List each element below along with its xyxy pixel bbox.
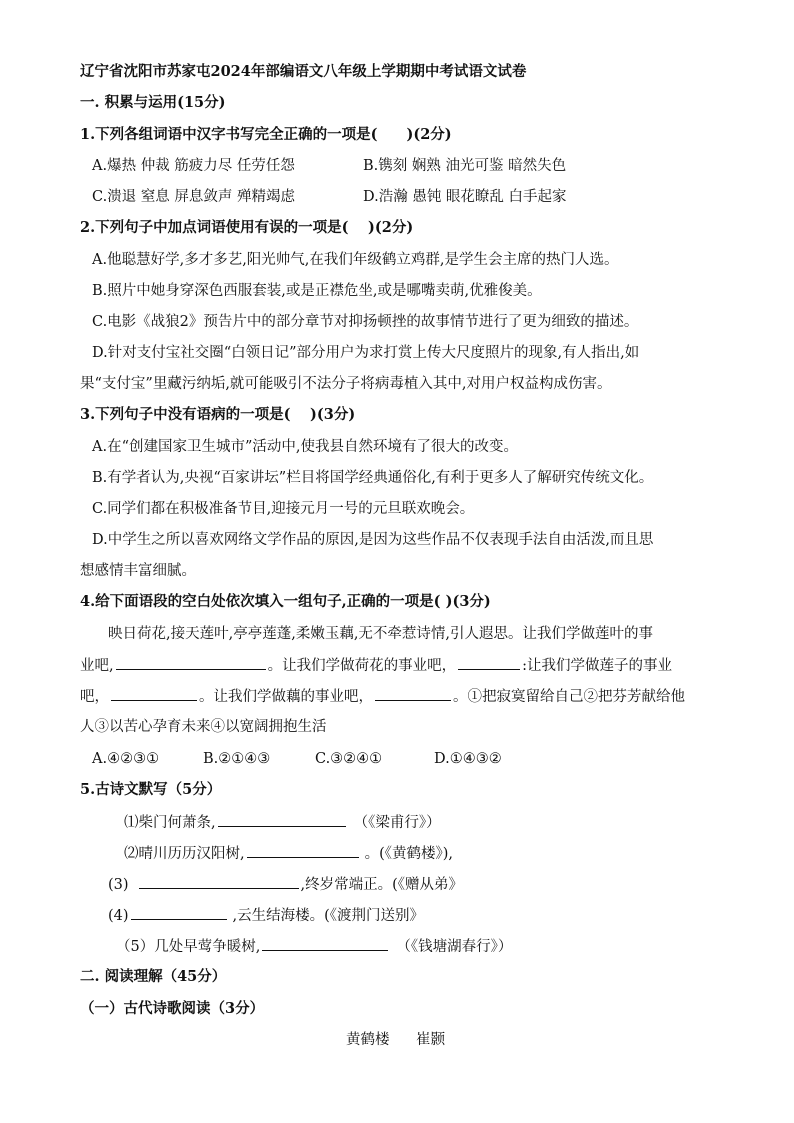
q1-option-d: D.浩瀚 愚钝 眼花瞭乱 白手起家 [363, 189, 567, 205]
q4-stem: 4.给下面语段的空白处依次填入一组句子,正确的一项是( )(3分) [80, 593, 491, 610]
q4-passage-text: 。①把寂寞留给自己②把芬芳献给他 [453, 689, 685, 705]
exam-title: 辽宁省沈阳市苏家屯2024年部编语文八年级上学期期中考试语文试卷 [80, 63, 527, 80]
q1-option-b: B.镌刻 娴熟 油光可鉴 暗然失色 [363, 158, 567, 174]
q5-line-5 [116, 936, 512, 957]
q4-option-d: D.①④③② [434, 751, 502, 767]
q2-option-a: A.他聪慧好学,多才多艺,阳光帅气,在我们年级鹤立鸡群,是学生会主席的热门人选。 [92, 252, 619, 268]
q5-stem: 5.古诗文默写（5分） [80, 781, 222, 798]
q4-passage-text: 吧， [80, 689, 109, 705]
q4-blank-4[interactable] [375, 686, 451, 701]
q5-blank-2[interactable] [247, 843, 359, 858]
q5-text: ⑴柴门何萧条, [124, 815, 216, 831]
q2-option-d-line1: D.针对支付宝社交圈“白领日记”部分用户为求打赏上传大尺度照片的现象,有人指出,如 [92, 345, 640, 361]
q5-source: （《钱塘湖春行》） [396, 939, 513, 955]
q5-line-2 [124, 843, 453, 864]
q3-option-a: A.在“创建国家卫生城市”活动中,使我县自然环境有了很大的改变。 [92, 439, 519, 455]
q4-passage-line3 [80, 686, 685, 707]
q4-option-c: C.③②④① [315, 751, 383, 767]
q2-option-c: C.电影《战狼2》预告片中的部分章节对抑扬顿挫的故事情节进行了更为细致的描述。 [92, 314, 639, 330]
q4-passage-text: 。让我们学做荷花的事业吧， [267, 658, 457, 674]
q5-text: ⑵晴川历历汉阳树, [124, 846, 245, 862]
q2-option-d-line2: 果“支付宝”里藏污纳垢,就可能吸引不法分子将病毒植入其中,对用户权益构成伤害。 [80, 376, 612, 392]
q5-text: （5）几处早莺争暖树, [116, 939, 261, 955]
q5-source: ,终岁常端正。(《赠从弟》 [300, 877, 464, 893]
q5-line-3 [108, 874, 463, 895]
q5-line-4 [108, 905, 424, 926]
q4-blank-2[interactable] [458, 655, 520, 670]
q2-option-b: B.照片中她身穿深色西服套装,或是正襟危坐,或是哪嘴卖萌,优雅俊美。 [92, 283, 542, 299]
q5-source: ,云生结海楼。(《渡荆门送别》 [232, 908, 425, 924]
q5-blank-5[interactable] [262, 936, 388, 951]
poem-author: 崔颢 [416, 1032, 445, 1048]
q3-option-b: B.有学者认为,央视“百家讲坛”栏目将国学经典通俗化,有利于更多人了解研究传统文化。 [92, 470, 654, 486]
q5-blank-4[interactable] [131, 905, 227, 920]
section-1-heading: 一. 积累与运用(15分) [80, 94, 226, 111]
q5-blank-3[interactable] [139, 874, 299, 889]
q4-passage-line2 [80, 655, 672, 676]
q4-passage-line1: 映日荷花,接天莲叶,亭亭莲蓬,柔嫩玉藕,无不牵惹诗情,引人遐思。让我们学做莲叶的事 [108, 626, 654, 642]
section-2-heading: 二. 阅读理解（45分） [80, 968, 227, 985]
q4-option-a: A.④②③① [92, 751, 160, 767]
q1-option-a: A.爆热 仲裁 筋疲力尽 任劳任怨 [92, 158, 295, 174]
q3-option-d-line2: 想感情丰富细腻。 [80, 563, 196, 579]
q4-blank-3[interactable] [111, 686, 197, 701]
q5-line-1 [124, 812, 441, 833]
poem-title: 黄鹤楼 [346, 1032, 390, 1048]
section-2-subheading: （一）古代诗歌阅读（3分） [80, 1000, 265, 1017]
q2-stem: 2.下列句子中加点词语使用有误的一项是( )(2分) [80, 219, 414, 236]
q5-text: (4) [108, 908, 129, 924]
q1-stem: 1.下列各组词语中汉字书写完全正确的一项是( )(2分) [80, 126, 452, 143]
q1-option-c: C.溃退 窒息 屏息敛声 殚精竭虑 [92, 189, 296, 205]
q4-passage-text: 业吧, [80, 658, 114, 674]
q5-text: (3) [108, 877, 129, 893]
q3-option-d-line1: D.中学生之所以喜欢网络文学作品的原因,是因为这些作品不仅表现手法自由活泼,而且思 [92, 532, 654, 548]
q4-passage-line4: 人③以苦心孕育未来④以宽阔拥抱生活 [80, 719, 327, 735]
q3-stem: 3.下列句子中没有语病的一项是( )(3分) [80, 406, 356, 423]
q5-blank-1[interactable] [218, 812, 346, 827]
q5-source: （《梁甫行》） [353, 815, 441, 831]
q5-source: 。(《黄鹤楼》), [364, 846, 454, 862]
q4-blank-1[interactable] [116, 655, 266, 670]
q4-option-b: B.②①④③ [203, 751, 271, 767]
q3-option-c: C.同学们都在积极准备节目,迎接元月一号的元旦联欢晚会。 [92, 501, 475, 517]
q4-passage-text: 。让我们学做藕的事业吧， [199, 689, 373, 705]
q4-passage-text: :让我们学做莲子的事业 [522, 658, 672, 674]
